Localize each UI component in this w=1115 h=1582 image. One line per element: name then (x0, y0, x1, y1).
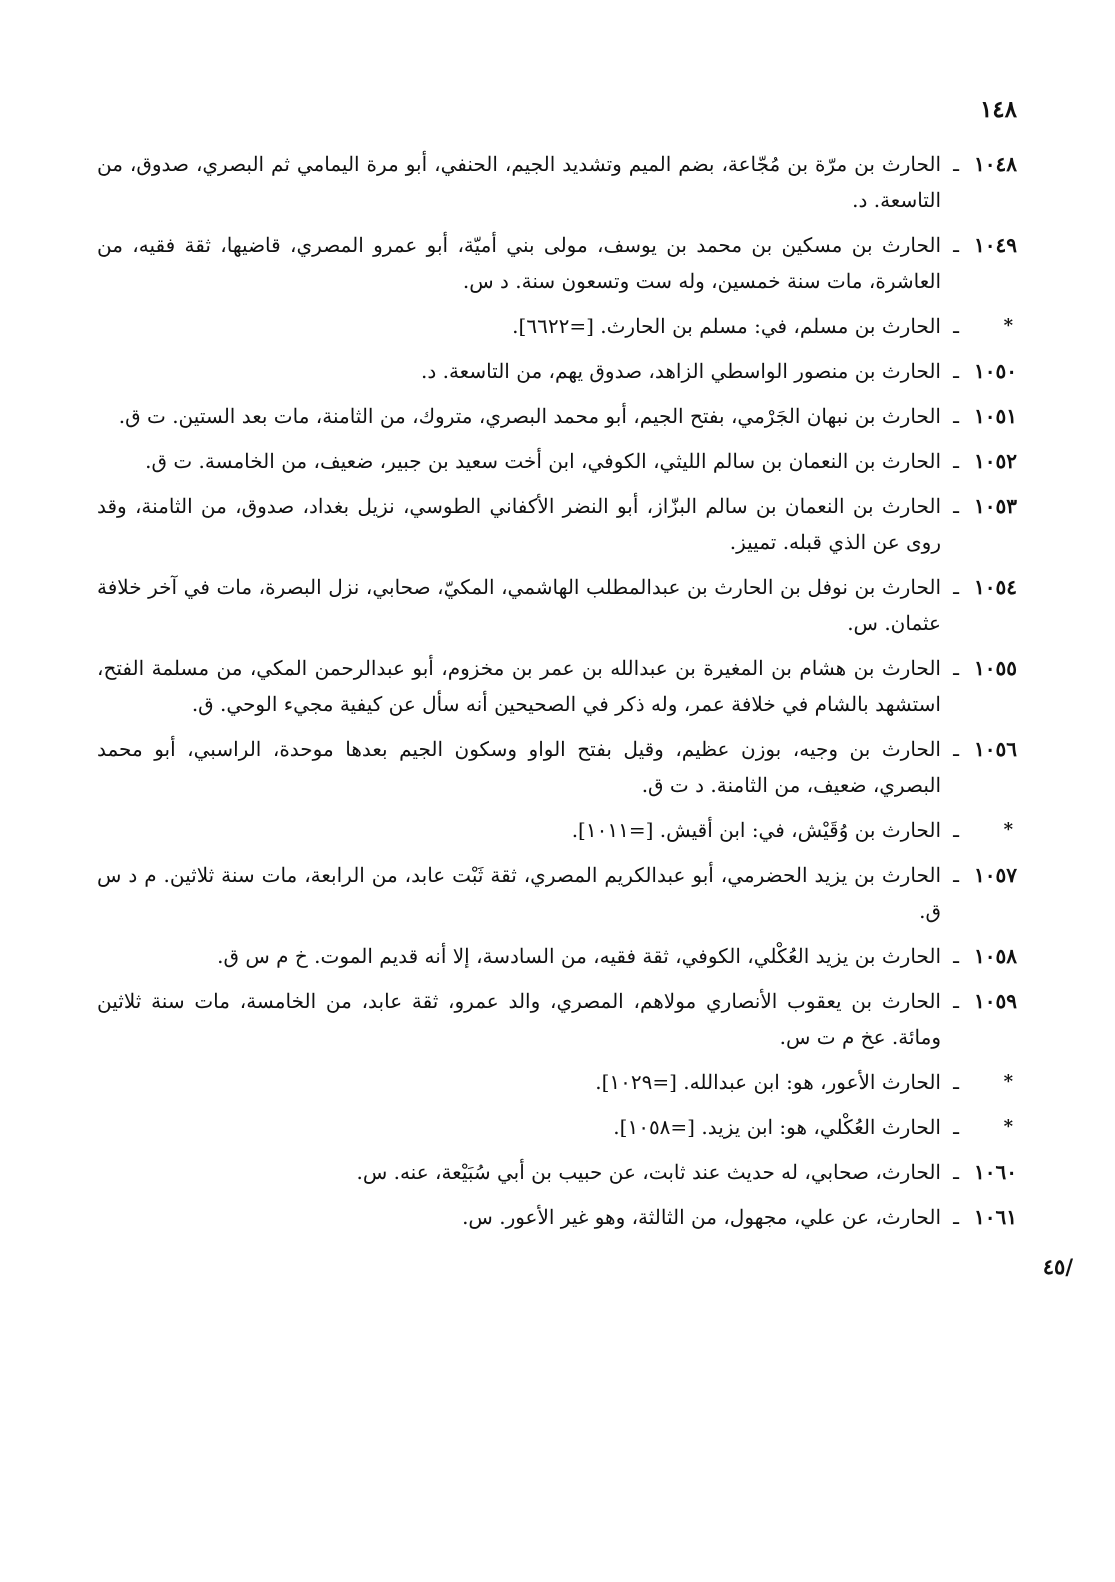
entry-text: الحارث بن منصور الواسطي الزاهد، صدوق يهم، من التاسعة. د. (420, 359, 941, 383)
biography-entry (97, 443, 1017, 479)
biography-entry (97, 398, 1017, 434)
cross-reference-star-icon: * (1003, 1071, 1013, 1092)
cross-reference-star-icon: * (1003, 315, 1013, 336)
entry-number: ١٠٥٩ (974, 989, 1017, 1013)
entry-number: ١٠٥٤ (974, 575, 1017, 599)
biography-entry (97, 227, 1017, 299)
entry-dash: ـ (953, 1115, 959, 1139)
entry-text: الحارث بن وُقَيْش، في: ابن أقيش. [=١٠١١]. (571, 818, 941, 842)
entry-text: الحارث بن نوفل بن الحارث بن عبدالمطلب الهاشمي، المكيّ، صحابي، نزل البصرة، مات في آخر خلافة عثمان. س. (97, 575, 941, 635)
biography-entry (97, 488, 1017, 560)
cross-reference-star-icon: * (1003, 1116, 1013, 1137)
entry-number: ١٠٥٢ (974, 449, 1017, 473)
entry-number: ١٠٦١ (974, 1205, 1017, 1229)
entry-dash: ـ (953, 818, 959, 842)
cross-reference-entry (97, 308, 1017, 344)
biography-entry (97, 650, 1017, 722)
cross-reference-entry (97, 1064, 1017, 1100)
entry-text: الحارث بن مسلم، في: مسلم بن الحارث. [=٦٦٢٢]. (512, 314, 941, 338)
cross-reference-star-icon: * (1003, 819, 1013, 840)
biography-entry (97, 731, 1017, 803)
entry-dash: ـ (953, 656, 959, 680)
entry-dash: ـ (953, 314, 959, 338)
entry-dash: ـ (953, 1160, 959, 1184)
entry-number: ١٠٤٩ (974, 233, 1017, 257)
entry-text: الحارث بن وجيه، بوزن عظيم، وقيل بفتح الواو وسكون الجيم بعدها موحدة، الراسبي، أبو محمد البصري، ضعيف، من الثامنة. د ت ق. (97, 737, 941, 797)
entry-text: الحارث بن نبهان الجَرْمي، بفتح الجيم، أبو محمد البصري، متروك، من الثامنة، مات بعد الستين. ت ق. (118, 404, 941, 428)
entry-number: ١٠٦٠ (974, 1160, 1017, 1184)
entry-text: الحارث بن مرّة بن مُجّاعة، بضم الميم وتشديد الجيم، الحنفي، أبو مرة اليمامي ثم البصري، صدوق، من التاسعة. د. (97, 152, 941, 212)
entry-number: ١٠٥٥ (974, 656, 1017, 680)
entry-text: الحارث بن النعمان بن سالم الليثي، الكوفي، ابن أخت سعيد بن جبير، ضعيف، من الخامسة. ت ق. (145, 449, 941, 473)
entry-dash: ـ (953, 575, 959, 599)
entry-dash: ـ (953, 863, 959, 887)
entry-number: ١٠٥١ (974, 404, 1017, 428)
entry-text: الحارث الأعور، هو: ابن عبدالله. [=١٠٢٩]. (595, 1070, 941, 1094)
biography-entry (97, 146, 1017, 218)
entry-dash: ـ (953, 404, 959, 428)
entry-number: ١٠٥٧ (974, 863, 1017, 887)
entry-text: الحارث بن يزيد العُكْلي، الكوفي، ثقة فقيه، من السادسة، إلا أنه قديم الموت. خ م س ق. (217, 944, 941, 968)
entry-dash: ـ (953, 944, 959, 968)
entry-dash: ـ (953, 494, 959, 518)
entry-number: ١٠٥٠ (974, 359, 1017, 383)
biography-entry (97, 983, 1017, 1055)
entry-text: الحارث بن يعقوب الأنصاري مولاهم، المصري، والد عمرو، ثقة عابد، من الخامسة، مات سنة ثلاثين ومائة. عخ م ت س. (97, 989, 941, 1049)
entry-number: ١٠٤٨ (974, 152, 1017, 176)
biography-entry (97, 1199, 1017, 1235)
page-number: ١٤٨ (979, 96, 1017, 123)
entry-text: الحارث بن مسكين بن محمد بن يوسف، مولى بني أميّة، أبو عمرو المصري، قاضيها، ثقة فقيه، من العاشرة، مات سنة خمسين، وله ست وتسعون سنة. د س. (97, 233, 941, 293)
cross-reference-entry (97, 812, 1017, 848)
entry-text: الحارث، صحابي، له حديث عند ثابت، عن حبيب بن أبي سُبَيْعة، عنه. س. (356, 1160, 941, 1184)
biography-entry (97, 569, 1017, 641)
biography-entries-list (97, 146, 1017, 1244)
entry-dash: ـ (953, 359, 959, 383)
entry-text: الحارث العُكْلي، هو: ابن يزيد. [=١٠٥٨]. (613, 1115, 941, 1139)
entry-dash: ـ (953, 152, 959, 176)
entry-number: ١٠٥٦ (974, 737, 1017, 761)
biography-entry (97, 938, 1017, 974)
biography-entry (97, 857, 1017, 929)
entry-text: الحارث بن هشام بن المغيرة بن عبدالله بن عمر بن مخزوم، أبو عبدالرحمن المكي، من مسلمة الفتح، استشهد بالشام في خلافة عمر، وله ذكر في الصحيحين أنه سأل عن كيفية مجيء الوحي. ق. (97, 656, 941, 716)
entry-text: الحارث، عن علي، مجهول، من الثالثة، وهو غير الأعور. س. (462, 1205, 941, 1229)
entry-dash: ـ (953, 449, 959, 473)
entry-dash: ـ (953, 1205, 959, 1229)
entry-number: ١٠٥٨ (974, 944, 1017, 968)
entry-text: الحارث بن النعمان بن سالم البزّاز، أبو النضر الأكفاني الطوسي، نزيل بغداد، صدوق، من الثامنة، وقد روى عن الذي قبله. تمييز. (97, 494, 941, 554)
entry-text: الحارث بن يزيد الحضرمي، أبو عبدالكريم المصري، ثقة ثَبْت عابد، من الرابعة، مات سنة ثلاثين. م د س ق. (97, 863, 941, 923)
biography-entry (97, 1154, 1017, 1190)
biography-entry (97, 353, 1017, 389)
cross-reference-entry (97, 1109, 1017, 1145)
margin-page-reference: /٤٥ (1042, 1254, 1073, 1279)
entry-number: ١٠٥٣ (974, 494, 1017, 518)
entry-dash: ـ (953, 989, 959, 1013)
entry-dash: ـ (953, 233, 959, 257)
entry-dash: ـ (953, 737, 959, 761)
entry-dash: ـ (953, 1070, 959, 1094)
